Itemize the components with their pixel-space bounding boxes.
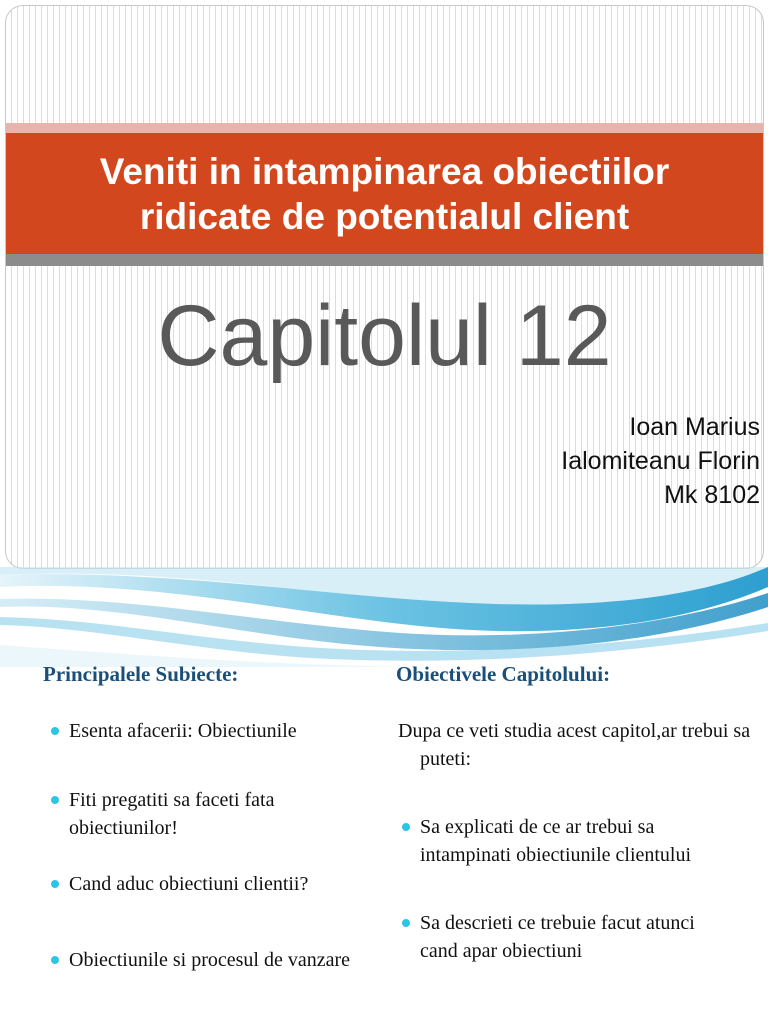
list-item: Fiti pregatiti sa faceti fata obiectiunilor! <box>47 786 377 842</box>
topics-heading: Principalele Subiecte: <box>43 662 239 686</box>
topics-list <box>47 717 377 974</box>
bullet-icon <box>51 796 59 804</box>
accent-strip-top <box>6 123 763 133</box>
author-line: Ialomiteanu Florin <box>561 447 760 475</box>
bullet-icon <box>402 919 410 927</box>
list-item: Sa explicati de ce ar trebui sa intampinati obiectiunile clientului <box>398 813 728 869</box>
objectives-list <box>398 813 728 965</box>
bullet-icon <box>402 823 410 831</box>
list-item: Cand aduc obiectiuni clientii? <box>47 870 377 898</box>
chapter-heading: Capitolul 12 <box>157 288 612 384</box>
accent-strip-bottom <box>6 254 763 266</box>
bullet-icon <box>51 727 59 735</box>
list-item: Sa descrieti ce trebuie facut atunci cand apar obiectiuni <box>398 909 728 965</box>
wave-decoration <box>0 567 768 667</box>
list-item: Esenta afacerii: Obiectiunile <box>47 717 377 745</box>
objectives-intro: Dupa ce veti studia acest capitol,ar trebui sa puteti: <box>398 720 751 770</box>
title-slide <box>5 5 764 569</box>
bullet-icon <box>51 956 59 964</box>
group-line: Mk 8102 <box>664 481 760 509</box>
title-band <box>6 133 763 254</box>
author-line: Ioan Marius <box>629 413 760 441</box>
authors-block <box>561 410 760 512</box>
slide-title: Veniti in intampinarea obiectiilor ridicate de potentialul client <box>99 150 670 237</box>
objectives-heading: Obiectivele Capitolului: <box>396 662 611 686</box>
bullet-icon <box>51 880 59 888</box>
list-item: Obiectiunile si procesul de vanzare <box>47 946 377 974</box>
